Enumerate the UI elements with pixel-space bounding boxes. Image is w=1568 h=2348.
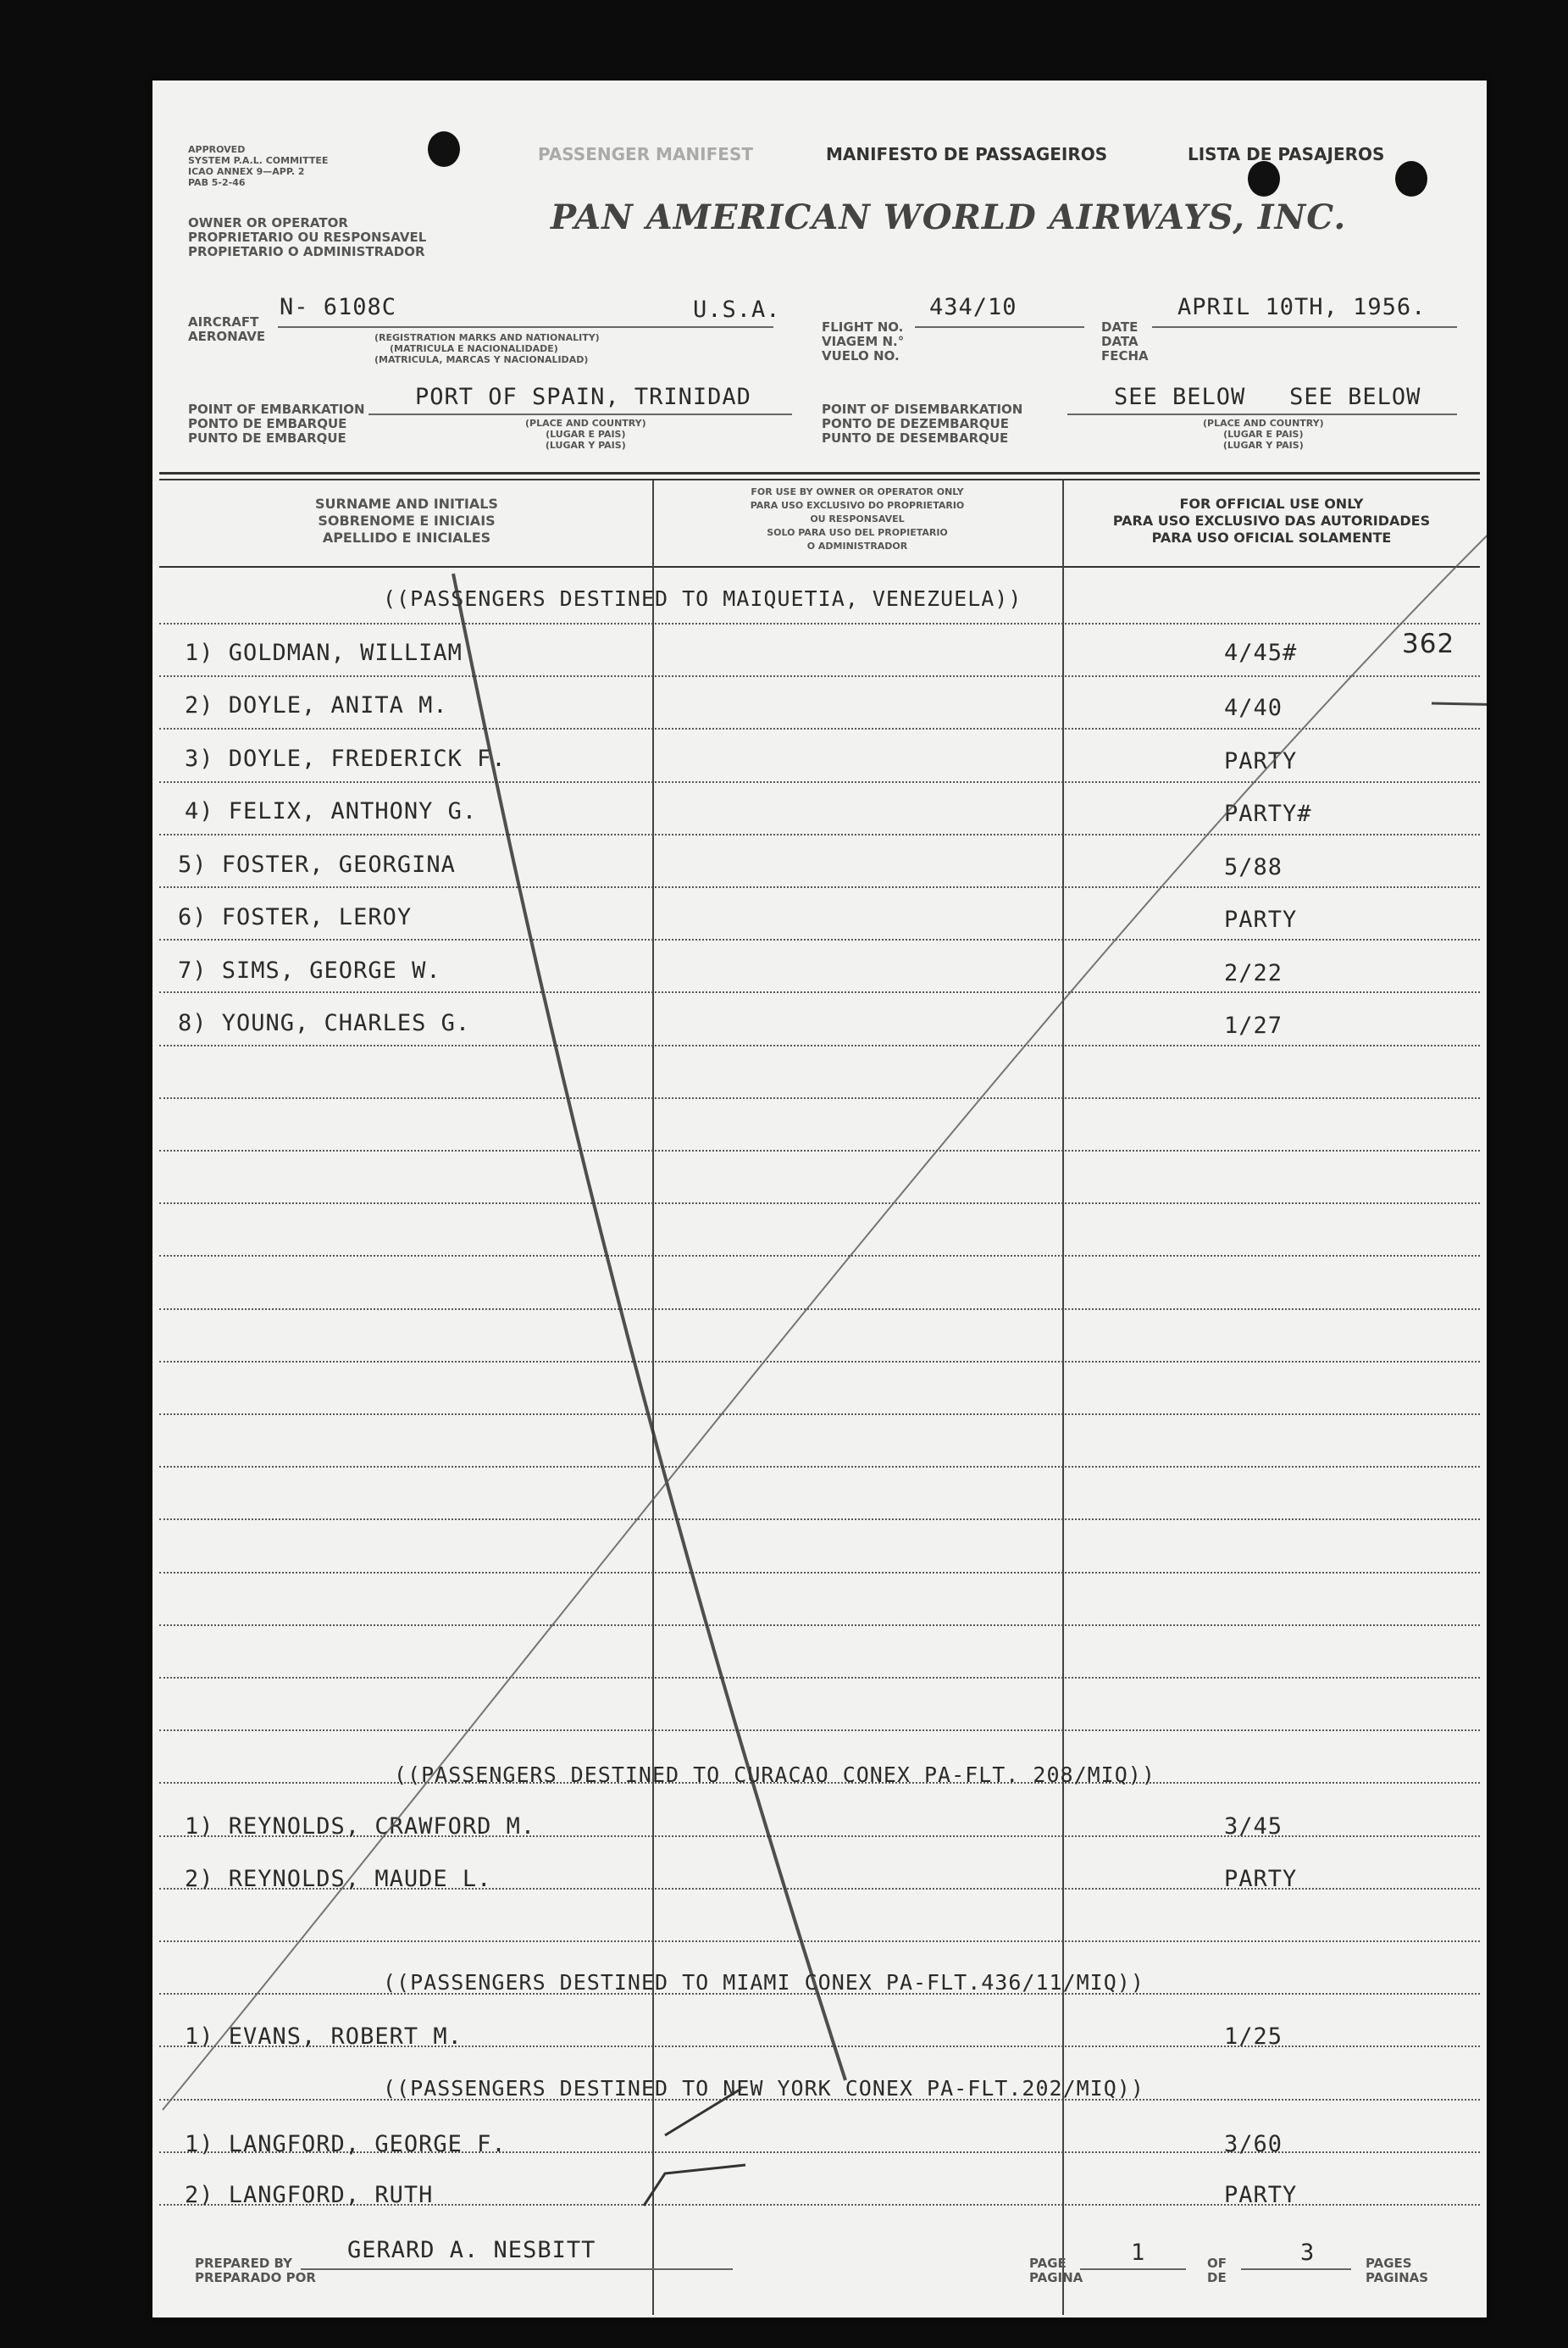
group-heading: ((PASSENGERS DESTINED TO MAIQUETIA, VENEZUELA)) xyxy=(383,586,1022,611)
ruled-line xyxy=(159,1572,1480,1574)
passenger-name: 2) DOYLE, ANITA M. xyxy=(185,692,448,719)
page-number: 1 xyxy=(1131,2240,1146,2266)
aircraft-label: AIRCRAFT AERONAVE xyxy=(188,314,266,344)
ruled-line xyxy=(159,1308,1480,1310)
ruled-line xyxy=(159,1150,1480,1152)
approval-line: APPROVED xyxy=(188,144,246,155)
prepared-by-label: PREPARED BY PREPARADO POR xyxy=(195,2256,316,2285)
punch-hole xyxy=(1248,161,1280,197)
manifest-page xyxy=(152,80,1487,2317)
ruled-line xyxy=(159,728,1480,730)
official-code: PARTY xyxy=(1224,1866,1298,1892)
surname-column-header: SURNAME AND INITIALS SOBRENOME E INICIAIS APELLIDO E INICIALES xyxy=(315,496,498,546)
pen-stroke xyxy=(453,574,845,2080)
passenger-name: 2) REYNOLDS, MAUDE L. xyxy=(185,1866,492,1892)
ruled-line xyxy=(159,781,1480,783)
ruled-line xyxy=(159,1940,1480,1942)
official-code: 1/25 xyxy=(1224,2023,1283,2050)
official-use-column-header: FOR OFFICIAL USE ONLY PARA USO EXCLUSIVO DAS AUTORIDADES PARA USO OFICIAL SOLAMENTE xyxy=(1112,496,1431,546)
ruled-line xyxy=(159,1097,1480,1099)
official-code: PARTY# xyxy=(1224,801,1312,827)
approval-line: ICAO ANNEX 9—APP. 2 xyxy=(188,166,305,177)
official-code: PARTY xyxy=(1224,907,1298,933)
embarkation-point: PORT OF SPAIN, TRINIDAD xyxy=(415,384,751,410)
title-english: PASSENGER MANIFEST xyxy=(538,144,753,164)
passenger-name: 3) DOYLE, FREDERICK F. xyxy=(185,746,507,772)
passenger-name: 7) SIMS, GEORGE W. xyxy=(178,958,441,984)
title-spanish: LISTA DE PASAJEROS xyxy=(1188,144,1385,164)
official-code: 1/27 xyxy=(1224,1013,1283,1039)
prepared-by-name: GERARD A. NESBITT xyxy=(347,2237,596,2263)
column-divider xyxy=(1062,480,1064,2315)
company-name: PAN AMERICAN WORLD AIRWAYS, INC. xyxy=(551,197,1347,237)
aircraft-nationality: U.S.A. xyxy=(693,297,781,323)
pages-label: PAGES PAGINAS xyxy=(1366,2256,1429,2285)
passenger-name: 2) LANGFORD, RUTH xyxy=(185,2182,434,2208)
ruled-line xyxy=(159,1202,1480,1204)
ruled-line xyxy=(159,1624,1480,1626)
ruled-line xyxy=(159,1255,1480,1257)
passenger-name: 1) GOLDMAN, WILLIAM xyxy=(185,640,463,666)
passenger-name: 1) REYNOLDS, CRAWFORD M. xyxy=(185,1813,536,1840)
flight-label: FLIGHT NO. VIAGEM N.° VUELO NO. xyxy=(822,319,905,364)
embarkation-place-caption: (PLACE AND COUNTRY) (LUGAR E PAIS) (LUGAR Y PAIS) xyxy=(525,418,646,451)
ruled-line xyxy=(159,623,1480,624)
group-heading: ((PASSENGERS DESTINED TO NEW YORK CONEX PA-FLT.202/MIQ)) xyxy=(383,2076,1144,2101)
ruled-line xyxy=(159,834,1480,835)
official-code: 3/45 xyxy=(1224,1813,1283,1840)
approval-line: SYSTEM P.A.L. COMMITTEE xyxy=(188,155,329,166)
official-code: 4/45# xyxy=(1224,640,1298,666)
total-pages: 3 xyxy=(1300,2240,1316,2266)
of-label: OF DE xyxy=(1207,2256,1227,2285)
stamp-number: 362 xyxy=(1402,629,1455,659)
embarkation-label: POINT OF EMBARKATION PONTO DE EMBARQUE PUNTO DE EMBARQUE xyxy=(188,402,365,446)
passenger-name: 5) FOSTER, GEORGINA xyxy=(178,852,456,878)
passenger-name: 4) FELIX, ANTHONY G. xyxy=(185,798,478,824)
official-code: 2/22 xyxy=(1224,960,1283,986)
ruled-line xyxy=(159,939,1480,941)
disembarkation-label: POINT OF DISEMBARKATION PONTO DE DEZEMBARQUE PUNTO DE DESEMBARQUE xyxy=(822,402,1023,446)
disembarkation-point: SEE BELOW SEE BELOW xyxy=(1114,384,1421,410)
official-code: PARTY xyxy=(1224,748,1298,774)
official-code: 4/40 xyxy=(1224,695,1283,721)
ruled-line xyxy=(159,1361,1480,1363)
punch-hole xyxy=(428,131,460,167)
flight-date: APRIL 10TH, 1956. xyxy=(1177,294,1427,320)
page-label: PAGE PAGINA xyxy=(1029,2256,1083,2285)
approval-block xyxy=(188,144,328,188)
disembarkation-place-caption: (PLACE AND COUNTRY) (LUGAR E PAIS) (LUGAR Y PAIS) xyxy=(1203,418,1324,451)
date-label: DATE DATA FECHA xyxy=(1101,319,1149,364)
ruled-line xyxy=(159,675,1480,677)
ruled-line xyxy=(159,1045,1480,1046)
column-divider xyxy=(652,480,654,2315)
ruled-line xyxy=(159,1466,1480,1468)
passenger-name: 1) LANGFORD, GEORGE F. xyxy=(185,2131,507,2157)
pen-stroke xyxy=(644,2165,745,2206)
pen-stroke xyxy=(1432,703,1487,705)
group-heading: ((PASSENGERS DESTINED TO MIAMI CONEX PA-FLT.436/11/MIQ)) xyxy=(383,1970,1144,1995)
official-code: PARTY xyxy=(1224,2182,1298,2208)
registration-caption: (REGISTRATION MARKS AND NATIONALITY) (MATRICULA E NACIONALIDADE) (MATRICULA, MARCAS Y NACIONALIDAD) xyxy=(374,332,600,365)
ruled-line xyxy=(159,886,1480,888)
passenger-name: 1) EVANS, ROBERT M. xyxy=(185,2023,463,2050)
group-heading: ((PASSENGERS DESTINED TO CURACAO CONEX PA-FLT. 208/MIQ)) xyxy=(394,1762,1155,1787)
ruled-line xyxy=(159,1413,1480,1415)
ruled-line xyxy=(159,1729,1480,1731)
ruled-line xyxy=(159,1677,1480,1679)
approval-line: PAB 5-2-46 xyxy=(188,177,246,188)
ruled-line xyxy=(159,1518,1480,1520)
flight-number: 434/10 xyxy=(929,294,1017,320)
passenger-name: 8) YOUNG, CHARLES G. xyxy=(178,1010,471,1036)
owner-use-column-header: FOR USE BY OWNER OR OPERATOR ONLY PARA USO EXCLUSIVO DO PROPRIETARIO OU RESPONSAVEL SOLO PARA USO DEL PROPIETARIO O ADMINISTRADOR xyxy=(750,486,965,552)
title-portuguese: MANIFESTO DE PASSAGEIROS xyxy=(826,144,1108,164)
aircraft-registration: N- 6108C xyxy=(280,294,397,320)
punch-hole xyxy=(1395,161,1427,197)
official-code: 3/60 xyxy=(1224,2131,1283,2157)
official-code: 5/88 xyxy=(1224,854,1283,880)
owner-label: OWNER OR OPERATOR PROPRIETARIO OU RESPONSAVEL PROPIETARIO O ADMINISTRADOR xyxy=(188,215,427,259)
passenger-name: 6) FOSTER, LEROY xyxy=(178,904,413,930)
ruled-line xyxy=(159,991,1480,993)
